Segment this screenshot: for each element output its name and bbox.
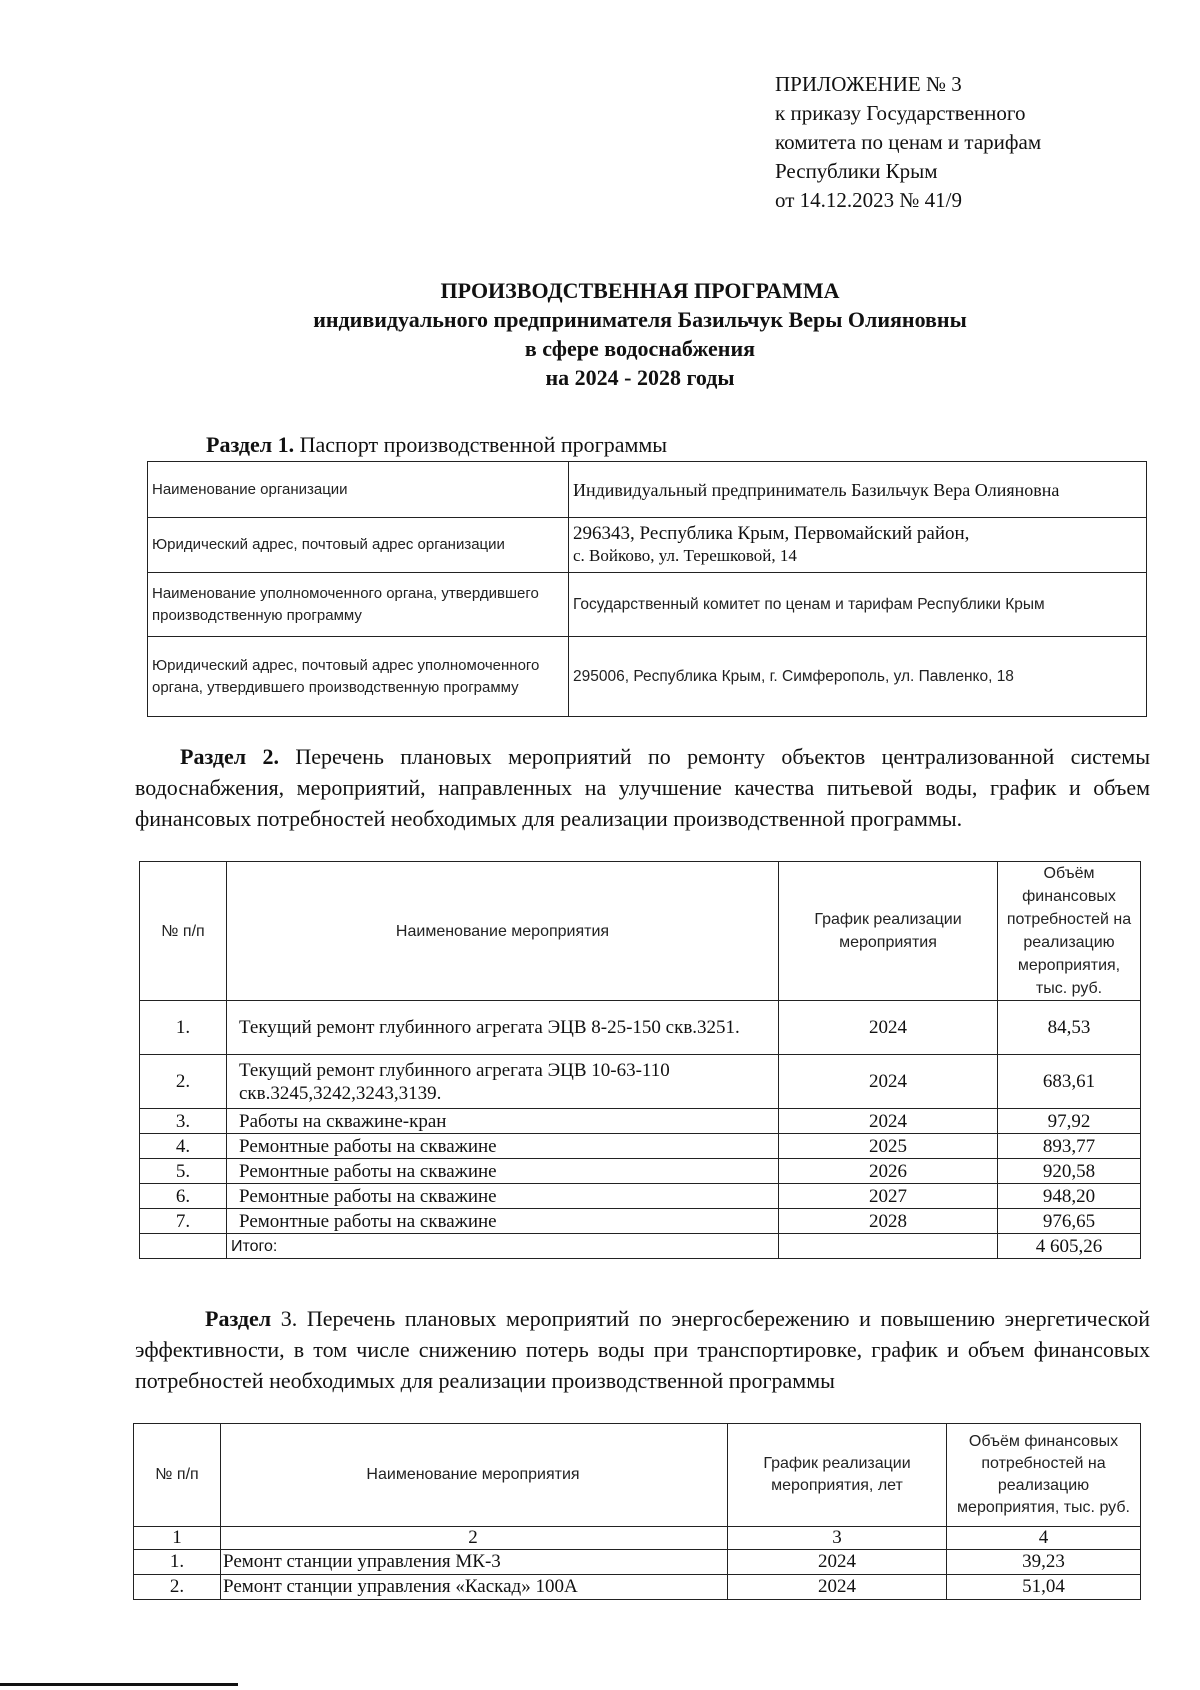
passport-field: Наименование уполномоченного органа, утвердившего производственную программу xyxy=(148,573,569,637)
appendix-line: комитета по ценам и тарифам xyxy=(775,130,1042,154)
col-header-amount: Объём финансовых потребностей на реализацию мероприятия, тыс. руб. xyxy=(998,862,1141,1001)
row-num: 2. xyxy=(140,1055,227,1109)
appendix-line: ПРИЛОЖЕНИЕ № 3 xyxy=(775,72,962,96)
row-amount: 97,92 xyxy=(998,1109,1141,1134)
table-header-row xyxy=(140,862,1141,1001)
row-amount: 683,61 xyxy=(998,1055,1141,1109)
section3-text: Перечень плановых мероприятий по энергосбережению и повышению энергетической эффективности, в том числе снижению потерь воды при транспортировке, график и объем финансовых потребностей необходимых для реализации производственной программы xyxy=(135,1306,1151,1393)
title-line: ПРОИЗВОДСТВЕННАЯ ПРОГРАММА xyxy=(440,278,840,303)
appendix-header xyxy=(775,70,1175,215)
passport-field: Юридический адрес, почтовый адрес уполномоченного органа, утвердившего производственную программу xyxy=(148,637,569,717)
total-amount: 4 605,26 xyxy=(998,1234,1141,1259)
col-header-name: Наименование мероприятия xyxy=(227,862,779,1001)
row-amount: 948,20 xyxy=(998,1184,1141,1209)
title-line: в сфере водоснабжения xyxy=(524,336,756,361)
table-row xyxy=(148,462,1147,518)
row-name: Ремонт станции управления МК-3 xyxy=(221,1550,728,1575)
section1-text: Паспорт производственной программы xyxy=(299,432,668,457)
section3-number: 3. xyxy=(280,1306,298,1331)
col-header-num: № п/п xyxy=(140,862,227,1001)
appendix-line: Республики Крым xyxy=(775,159,938,183)
title-line: на 2024 - 2028 годы xyxy=(545,365,735,390)
row-year: 2024 xyxy=(728,1575,947,1600)
col-header-amount: Объём финансовых потребностей на реализацию мероприятия, тыс. руб. xyxy=(947,1424,1141,1527)
row-amount: 976,65 xyxy=(998,1209,1141,1234)
row-name: Ремонтные работы на скважине xyxy=(227,1134,779,1159)
col-header-schedule: График реализации мероприятия, лет xyxy=(728,1424,947,1527)
row-name: Ремонтные работы на скважине xyxy=(227,1209,779,1234)
row-amount: 920,58 xyxy=(998,1159,1141,1184)
row-name: Ремонтные работы на скважине xyxy=(227,1159,779,1184)
row-num: 2. xyxy=(134,1575,221,1600)
row-num: 5. xyxy=(140,1159,227,1184)
table-row xyxy=(140,1001,1141,1055)
passport-field: Юридический адрес, почтовый адрес организации xyxy=(148,518,569,573)
row-year: 2028 xyxy=(779,1209,998,1234)
row-num: 1. xyxy=(140,1001,227,1055)
table-row xyxy=(134,1550,1141,1575)
row-year: 2024 xyxy=(779,1055,998,1109)
passport-field: Наименование организации xyxy=(148,462,569,518)
table-row xyxy=(134,1575,1141,1600)
appendix-line: к приказу Государственного xyxy=(775,101,1026,125)
row-amount: 84,53 xyxy=(998,1001,1141,1055)
row-name: Ремонтные работы на скважине xyxy=(227,1184,779,1209)
section1-label: Раздел 1. xyxy=(206,432,295,457)
row-name: Работы на скважине-кран xyxy=(227,1109,779,1134)
table-colnum-row xyxy=(134,1527,1141,1550)
table-header-row xyxy=(134,1424,1141,1527)
col-header-schedule: График реализации мероприятия xyxy=(779,862,998,1001)
col-number: 3 xyxy=(728,1527,947,1550)
passport-value: 295006, Республика Крым, г. Симферополь, ул. Павленко, 18 xyxy=(569,637,1147,717)
row-num: 3. xyxy=(140,1109,227,1134)
row-year: 2026 xyxy=(779,1159,998,1184)
row-amount: 893,77 xyxy=(998,1134,1141,1159)
row-name: Текущий ремонт глубинного агрегата ЭЦВ 8-25-150 скв.3251. xyxy=(227,1001,779,1055)
footer-rule xyxy=(0,1683,238,1686)
section2-table xyxy=(139,861,1141,1259)
row-name: Текущий ремонт глубинного агрегата ЭЦВ 10-63-110 скв.3245,3242,3243,3139. xyxy=(227,1055,779,1109)
table-row xyxy=(140,1184,1141,1209)
table-row xyxy=(140,1055,1141,1109)
col-header-name: Наименование мероприятия xyxy=(221,1424,728,1527)
row-amount: 51,04 xyxy=(947,1575,1141,1600)
total-num-cell xyxy=(140,1234,227,1259)
row-num: 6. xyxy=(140,1184,227,1209)
table-row xyxy=(140,1209,1141,1234)
row-name: Ремонт станции управления «Каскад» 100А xyxy=(221,1575,728,1600)
table-row xyxy=(148,637,1147,717)
section3-table xyxy=(133,1423,1141,1600)
section3-label: Раздел xyxy=(205,1306,272,1331)
col-header-num: № п/п xyxy=(134,1424,221,1527)
table-row xyxy=(148,573,1147,637)
row-num: 1. xyxy=(134,1550,221,1575)
row-amount: 39,23 xyxy=(947,1550,1141,1575)
section2-text: Перечень плановых мероприятий по ремонту объектов централизованной системы водоснабжения, мероприятий, направленных на улучшение качества питьевой воды, график и объем финансовых потребностей необходимых для реализации производственной программы. xyxy=(135,744,1151,831)
row-year: 2024 xyxy=(779,1109,998,1134)
total-year-cell xyxy=(779,1234,998,1259)
passport-table xyxy=(147,461,1147,717)
row-year: 2024 xyxy=(728,1550,947,1575)
table-row xyxy=(140,1134,1141,1159)
section2-label: Раздел 2. xyxy=(180,744,279,769)
passport-value-line: с. Войково, ул. Терешковой, 14 xyxy=(573,546,797,565)
row-num: 4. xyxy=(140,1134,227,1159)
title-line: индивидуального предпринимателя Базильчук Веры Олияновны xyxy=(313,307,967,332)
section3-paragraph xyxy=(135,1303,1150,1396)
row-num: 7. xyxy=(140,1209,227,1234)
row-year: 2025 xyxy=(779,1134,998,1159)
passport-value xyxy=(569,518,1147,573)
table-row xyxy=(140,1109,1141,1134)
section2-paragraph xyxy=(135,741,1150,834)
passport-value-line: 296343, Республика Крым, Первомайский район, xyxy=(573,523,970,544)
total-label: Итого: xyxy=(227,1234,779,1259)
col-number: 2 xyxy=(221,1527,728,1550)
col-number: 1 xyxy=(134,1527,221,1550)
passport-value: Государственный комитет по ценам и тарифам Республики Крым xyxy=(569,573,1147,637)
document-title xyxy=(130,276,1150,392)
table-total-row xyxy=(140,1234,1141,1259)
col-number: 4 xyxy=(947,1527,1141,1550)
row-year: 2024 xyxy=(779,1001,998,1055)
row-year: 2027 xyxy=(779,1184,998,1209)
appendix-date-line: от 14.12.2023 № 41/9 xyxy=(775,188,963,212)
table-row xyxy=(148,518,1147,573)
table-row xyxy=(140,1159,1141,1184)
section1-heading xyxy=(206,432,667,458)
passport-value: Индивидуальный предприниматель Базильчук Вера Олияновна xyxy=(569,462,1147,518)
